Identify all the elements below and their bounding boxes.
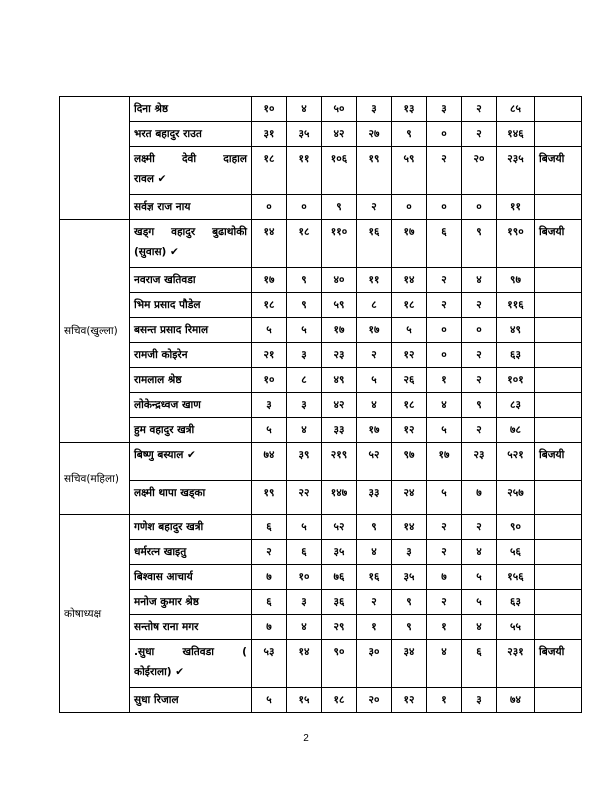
vote-count-cell: ५२ <box>322 515 357 540</box>
vote-count-cell: ० <box>427 318 462 343</box>
result-cell <box>535 343 582 368</box>
table-row <box>60 590 582 615</box>
vote-count-cell: ४९ <box>322 368 357 393</box>
table-row <box>60 268 582 293</box>
table-row <box>60 443 582 481</box>
total-votes-cell: १४६ <box>497 122 535 147</box>
vote-count-cell: २२ <box>287 481 322 515</box>
vote-count-cell: २७ <box>357 122 392 147</box>
vote-count-cell: ५९ <box>322 293 357 318</box>
vote-count-cell: ९ <box>322 195 357 220</box>
vote-count-cell: ८ <box>357 293 392 318</box>
vote-count-cell: २० <box>462 147 497 195</box>
post-cell: सचिव(महिला) <box>60 443 130 515</box>
vote-count-cell: १० <box>252 97 287 122</box>
vote-count-cell: १२ <box>392 418 427 443</box>
vote-count-cell: ३५ <box>287 122 322 147</box>
check-mark-icon: ✔ <box>157 173 167 185</box>
table-row <box>60 565 582 590</box>
vote-count-cell: ९ <box>462 393 497 418</box>
vote-count-cell: ५२ <box>357 443 392 481</box>
table-row <box>60 481 582 515</box>
candidate-name-text: रामलाल श्रेष्ठ <box>134 374 182 386</box>
total-votes-cell: १९० <box>497 220 535 268</box>
total-votes-cell: २५७ <box>497 481 535 515</box>
vote-count-cell: १४ <box>287 640 322 688</box>
vote-count-cell: ९ <box>392 615 427 640</box>
vote-count-cell: ७४ <box>252 443 287 481</box>
vote-count-cell: १७ <box>392 220 427 268</box>
result-cell <box>535 481 582 515</box>
result-cell <box>535 565 582 590</box>
vote-count-cell: १७ <box>322 318 357 343</box>
vote-count-cell: ४ <box>287 97 322 122</box>
candidate-name-text: सर्वज्ञ राज नाय <box>134 201 191 213</box>
vote-count-cell: ९ <box>287 268 322 293</box>
vote-count-cell: ० <box>427 195 462 220</box>
vote-count-cell: ३५ <box>322 540 357 565</box>
vote-count-cell: १२ <box>392 343 427 368</box>
vote-count-cell: २ <box>462 343 497 368</box>
check-mark-icon: ✔ <box>170 246 179 258</box>
vote-count-cell: ५ <box>252 318 287 343</box>
table-row <box>60 393 582 418</box>
result-cell <box>535 590 582 615</box>
vote-count-cell: ४ <box>462 540 497 565</box>
candidate-name-cell <box>130 368 252 393</box>
candidate-name-cell <box>130 293 252 318</box>
candidate-name-text: भरत बहादुर राउत <box>134 128 202 140</box>
candidate-name-cell <box>130 688 252 713</box>
candidate-name-cell <box>130 540 252 565</box>
vote-count-cell: ३ <box>287 343 322 368</box>
vote-count-cell: ३३ <box>322 418 357 443</box>
vote-count-cell: १ <box>427 615 462 640</box>
vote-count-cell: २ <box>357 590 392 615</box>
vote-count-cell: २६ <box>392 368 427 393</box>
vote-count-cell: ५ <box>392 318 427 343</box>
name-word: ( <box>242 646 247 658</box>
vote-count-cell: २ <box>427 540 462 565</box>
vote-count-cell: ३० <box>357 640 392 688</box>
candidate-name-text: दिना श्रेष्ठ <box>134 103 169 115</box>
vote-count-cell: ७ <box>252 615 287 640</box>
total-votes-cell: २३५ <box>497 147 535 195</box>
table-row <box>60 688 582 713</box>
vote-count-cell: २३ <box>462 443 497 481</box>
table-row <box>60 122 582 147</box>
vote-count-cell: १० <box>287 565 322 590</box>
vote-count-cell: ३९ <box>287 443 322 481</box>
result-cell <box>535 615 582 640</box>
table-row <box>60 147 582 195</box>
result-cell: बिजयी <box>535 147 582 195</box>
vote-count-cell: ५ <box>287 515 322 540</box>
vote-count-cell: ५ <box>357 368 392 393</box>
vote-count-cell: १४ <box>392 515 427 540</box>
candidate-name-cell <box>130 97 252 122</box>
vote-count-cell: ५० <box>322 97 357 122</box>
vote-count-cell: २ <box>252 540 287 565</box>
vote-count-cell: ० <box>252 195 287 220</box>
vote-count-cell: १४ <box>392 268 427 293</box>
table-row <box>60 418 582 443</box>
candidate-name-line2 <box>134 169 247 189</box>
vote-count-cell: ९ <box>287 293 322 318</box>
vote-count-cell: २ <box>462 418 497 443</box>
name-word: खतिवडा <box>182 646 214 658</box>
vote-count-cell: ९० <box>322 640 357 688</box>
vote-count-cell: ६ <box>462 640 497 688</box>
check-mark-icon: ✔ <box>187 449 196 461</box>
result-cell <box>535 688 582 713</box>
vote-count-cell: ० <box>462 318 497 343</box>
result-cell <box>535 195 582 220</box>
total-votes-cell: ७४ <box>497 688 535 713</box>
candidate-name-text: रामजी कोइरेन <box>134 349 188 361</box>
candidate-name-text: रावल <box>134 173 154 185</box>
vote-count-cell: ५ <box>427 481 462 515</box>
total-votes-cell: ११६ <box>497 293 535 318</box>
vote-count-cell: १ <box>357 615 392 640</box>
table-row <box>60 220 582 268</box>
vote-count-cell: १८ <box>287 220 322 268</box>
vote-count-cell: ९ <box>462 220 497 268</box>
table-row <box>60 640 582 688</box>
candidate-name-cell <box>130 565 252 590</box>
vote-count-cell: ३१ <box>252 122 287 147</box>
candidate-name-cell <box>130 393 252 418</box>
name-word: .सुधा <box>134 646 155 658</box>
candidate-name-text: हुम वहादुर खत्री <box>134 424 195 436</box>
candidate-name-cell <box>130 481 252 515</box>
vote-count-cell: ५९ <box>392 147 427 195</box>
vote-count-cell: ४ <box>287 418 322 443</box>
total-votes-cell: ७८ <box>497 418 535 443</box>
candidate-name-cell <box>130 590 252 615</box>
vote-count-cell: ४२ <box>322 122 357 147</box>
vote-count-cell: १५ <box>287 688 322 713</box>
candidate-name-cell <box>130 515 252 540</box>
total-votes-cell: ९० <box>497 515 535 540</box>
vote-count-cell: ९ <box>357 515 392 540</box>
result-cell <box>535 393 582 418</box>
candidate-name-text: सन्तोष राना मगर <box>134 621 199 633</box>
vote-count-cell: ४ <box>357 540 392 565</box>
vote-count-cell: २१ <box>252 343 287 368</box>
vote-count-cell: ४ <box>462 615 497 640</box>
vote-count-cell: १८ <box>322 688 357 713</box>
candidate-name-cell <box>130 318 252 343</box>
vote-count-cell: १४ <box>252 220 287 268</box>
vote-count-cell: ३ <box>427 97 462 122</box>
vote-count-cell: ५ <box>252 418 287 443</box>
candidate-name-text: नवराज खतिवडा <box>134 274 196 286</box>
vote-count-cell: १८ <box>252 147 287 195</box>
vote-count-cell: ११० <box>322 220 357 268</box>
result-cell <box>535 515 582 540</box>
vote-count-cell: १४७ <box>322 481 357 515</box>
vote-count-cell: ५ <box>462 590 497 615</box>
check-mark-icon: ✔ <box>175 666 185 678</box>
vote-count-cell: ६ <box>252 590 287 615</box>
vote-count-cell: ४ <box>427 393 462 418</box>
candidate-name-cell <box>130 268 252 293</box>
result-cell: बिजयी <box>535 640 582 688</box>
result-cell <box>535 540 582 565</box>
result-cell <box>535 418 582 443</box>
vote-count-cell: ४ <box>287 615 322 640</box>
candidate-name-text: बसन्त प्रसाद रिमाल <box>134 324 209 336</box>
result-cell <box>535 293 582 318</box>
vote-count-cell: ३५ <box>392 565 427 590</box>
result-cell <box>535 122 582 147</box>
vote-count-cell: ० <box>287 195 322 220</box>
vote-count-cell: ३ <box>357 97 392 122</box>
name-word: वहादुर <box>171 226 196 238</box>
vote-count-cell: २१९ <box>322 443 357 481</box>
vote-count-cell: ९ <box>392 590 427 615</box>
vote-count-cell: १७ <box>252 268 287 293</box>
result-cell <box>535 318 582 343</box>
candidate-name-cell <box>130 443 252 481</box>
vote-count-cell: १६ <box>357 565 392 590</box>
vote-count-cell: २ <box>462 368 497 393</box>
vote-count-cell: ३ <box>392 540 427 565</box>
candidate-name-text: लक्ष्मी थापा खड्का <box>134 487 206 499</box>
vote-count-cell: १ <box>427 688 462 713</box>
election-results-table <box>59 96 582 713</box>
vote-count-cell: १७ <box>357 418 392 443</box>
table-row <box>60 97 582 122</box>
vote-count-cell: १८ <box>392 393 427 418</box>
vote-count-cell: ३ <box>287 393 322 418</box>
candidate-name-line2 <box>134 242 247 262</box>
vote-count-cell: ७ <box>252 565 287 590</box>
candidate-name-text: सुधा रिजाल <box>134 694 179 706</box>
vote-count-cell: ४ <box>357 393 392 418</box>
candidate-name-text: भिम प्रसाद पौडेल <box>134 299 201 311</box>
vote-count-cell: २ <box>357 195 392 220</box>
vote-count-cell: २० <box>357 688 392 713</box>
vote-count-cell: ३ <box>252 393 287 418</box>
candidate-name-text: मनोज कुमार श्रेष्ठ <box>134 596 199 608</box>
vote-count-cell: २ <box>462 122 497 147</box>
vote-count-cell: ९ <box>392 122 427 147</box>
name-word: देवी <box>181 153 197 165</box>
result-cell <box>535 368 582 393</box>
vote-count-cell: ३ <box>462 688 497 713</box>
candidate-name-line1 <box>134 642 247 662</box>
candidate-name-cell <box>130 195 252 220</box>
vote-count-cell: १७ <box>357 318 392 343</box>
vote-count-cell: २ <box>357 343 392 368</box>
total-votes-cell: १५६ <box>497 565 535 590</box>
table-row <box>60 368 582 393</box>
result-cell <box>535 268 582 293</box>
vote-count-cell: ५ <box>427 418 462 443</box>
vote-count-cell: २ <box>462 293 497 318</box>
vote-count-cell: ११ <box>357 268 392 293</box>
candidate-name-text: बिश्वास आचार्य <box>134 571 193 583</box>
vote-count-cell: ७ <box>427 565 462 590</box>
vote-count-cell: ४० <box>322 268 357 293</box>
candidate-name-cell <box>130 640 252 688</box>
vote-count-cell: ४ <box>462 268 497 293</box>
vote-count-cell: १८ <box>252 293 287 318</box>
vote-count-cell: ५ <box>287 318 322 343</box>
table-row <box>60 515 582 540</box>
total-votes-cell: ८३ <box>497 393 535 418</box>
vote-count-cell: २ <box>462 97 497 122</box>
total-votes-cell: ५२१ <box>497 443 535 481</box>
total-votes-cell: ५६ <box>497 540 535 565</box>
vote-count-cell: ९७ <box>392 443 427 481</box>
table-row <box>60 343 582 368</box>
candidate-name-cell <box>130 343 252 368</box>
candidate-name-line1 <box>134 149 247 169</box>
result-cell: बिजयी <box>535 220 582 268</box>
vote-count-cell: १२ <box>392 688 427 713</box>
name-word: लक्ष्मी <box>134 153 155 165</box>
post-cell <box>60 97 130 220</box>
candidate-name-text: बिष्णु बस्याल <box>134 449 184 461</box>
vote-count-cell: ६ <box>427 220 462 268</box>
total-votes-cell: ६३ <box>497 590 535 615</box>
vote-count-cell: ७ <box>462 481 497 515</box>
vote-count-cell: १३ <box>392 97 427 122</box>
candidate-name-cell <box>130 418 252 443</box>
name-word: खड्ग <box>134 226 155 238</box>
candidate-name-text: धर्मरत्न खाइतु <box>134 546 187 558</box>
vote-count-cell: १९ <box>357 147 392 195</box>
table-row <box>60 615 582 640</box>
vote-count-cell: ५३ <box>252 640 287 688</box>
vote-count-cell: ११ <box>287 147 322 195</box>
vote-count-cell: ३३ <box>357 481 392 515</box>
vote-count-cell: ८ <box>287 368 322 393</box>
total-votes-cell: ११ <box>497 195 535 220</box>
vote-count-cell: १० <box>252 368 287 393</box>
vote-count-cell: १६ <box>357 220 392 268</box>
candidate-name-text: कोईराला) <box>134 666 172 678</box>
candidate-name-line2 <box>134 662 247 682</box>
vote-count-cell: ३ <box>287 590 322 615</box>
candidate-name-text: गणेश बहादुर खत्री <box>134 521 204 533</box>
result-cell <box>535 97 582 122</box>
total-votes-cell: ५५ <box>497 615 535 640</box>
name-word: दाहाल <box>223 153 247 165</box>
table-row <box>60 540 582 565</box>
vote-count-cell: २ <box>427 268 462 293</box>
table-row <box>60 293 582 318</box>
vote-count-cell: ६ <box>287 540 322 565</box>
candidate-name-cell <box>130 615 252 640</box>
vote-count-cell: ५ <box>462 565 497 590</box>
vote-count-cell: १ <box>427 368 462 393</box>
page-number: 2 <box>303 733 309 744</box>
vote-count-cell: २३ <box>322 343 357 368</box>
vote-count-cell: २ <box>427 590 462 615</box>
vote-count-cell: २ <box>462 515 497 540</box>
total-votes-cell: १०१ <box>497 368 535 393</box>
total-votes-cell: २३१ <box>497 640 535 688</box>
vote-count-cell: ० <box>427 122 462 147</box>
candidate-name-cell <box>130 147 252 195</box>
candidate-name-text: लोकेन्द्रध्वज खाण <box>134 399 201 411</box>
total-votes-cell: ६३ <box>497 343 535 368</box>
vote-count-cell: ३६ <box>322 590 357 615</box>
name-word: बुढाथोकी <box>212 226 247 238</box>
candidate-name-line1 <box>134 222 247 242</box>
total-votes-cell: ८५ <box>497 97 535 122</box>
post-cell: सचिव(खुल्ला) <box>60 220 130 443</box>
vote-count-cell: ३४ <box>392 640 427 688</box>
vote-count-cell: १९ <box>252 481 287 515</box>
table-row <box>60 318 582 343</box>
vote-count-cell: १०६ <box>322 147 357 195</box>
table-body <box>60 97 582 713</box>
vote-count-cell: २ <box>427 293 462 318</box>
candidate-name-cell <box>130 122 252 147</box>
total-votes-cell: ९७ <box>497 268 535 293</box>
vote-count-cell: ४ <box>427 640 462 688</box>
vote-count-cell: ७६ <box>322 565 357 590</box>
vote-count-cell: २४ <box>392 481 427 515</box>
vote-count-cell: २९ <box>322 615 357 640</box>
vote-count-cell: ५ <box>252 688 287 713</box>
vote-count-cell: २ <box>427 515 462 540</box>
vote-count-cell: ६ <box>252 515 287 540</box>
vote-count-cell: ० <box>462 195 497 220</box>
vote-count-cell: १८ <box>392 293 427 318</box>
total-votes-cell: ४९ <box>497 318 535 343</box>
result-cell: बिजयी <box>535 443 582 481</box>
candidate-name-text: (सुवास) <box>134 246 167 258</box>
vote-count-cell: ० <box>392 195 427 220</box>
post-cell: कोषाध्यक्ष <box>60 515 130 713</box>
vote-count-cell: ० <box>427 343 462 368</box>
table-row <box>60 195 582 220</box>
vote-count-cell: २ <box>427 147 462 195</box>
candidate-name-cell <box>130 220 252 268</box>
vote-count-cell: ४२ <box>322 393 357 418</box>
vote-count-cell: १७ <box>427 443 462 481</box>
